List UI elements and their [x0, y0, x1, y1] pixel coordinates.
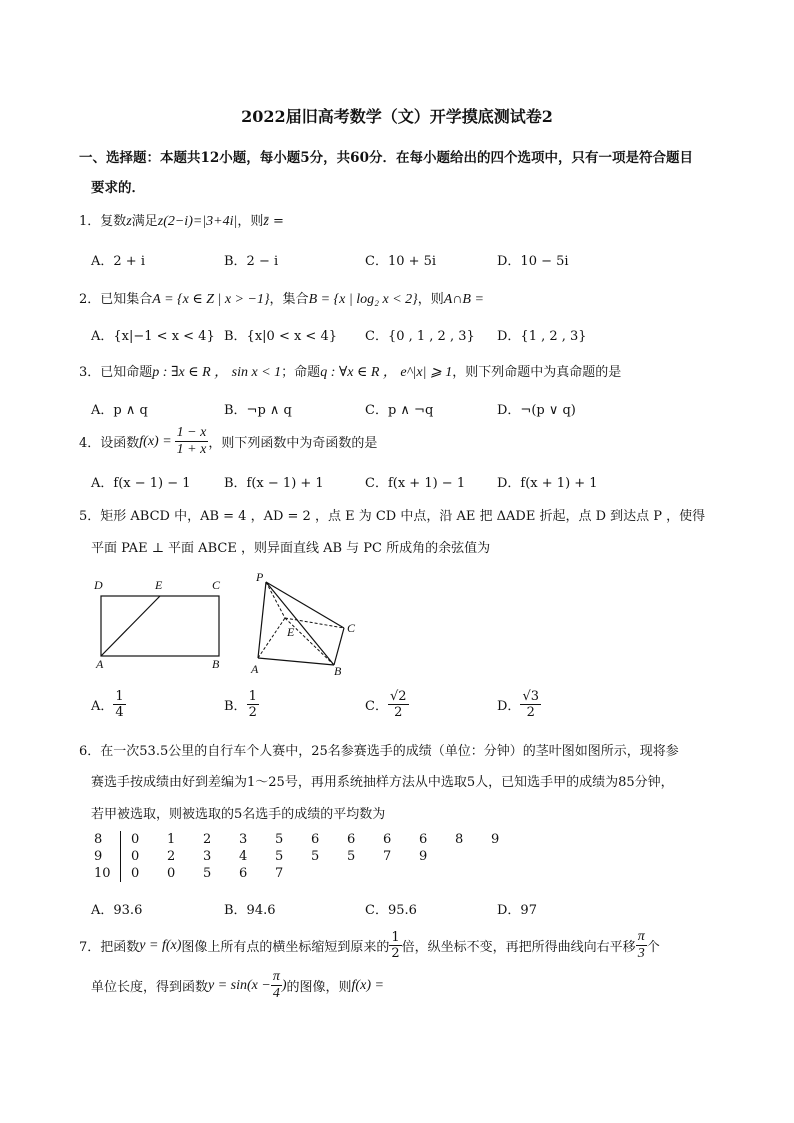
- leaf-value: 5: [311, 849, 320, 864]
- q7-line2: [91, 970, 384, 1001]
- q1-conjugate: z̄: [263, 214, 269, 229]
- fig2-label-a: A: [251, 662, 259, 676]
- q3-stem-c: ，则下列命题中为真命题的是: [452, 365, 622, 380]
- edge-pa: [258, 582, 266, 658]
- q6-option-d: D．97: [497, 903, 537, 918]
- q2-option-c: C．{0 , 1 , 2 , 3}: [365, 329, 475, 344]
- fig2-label-b: B: [334, 664, 342, 678]
- q3-stem-a: 3．已知命题: [79, 365, 153, 380]
- fig2-label-e: E: [287, 625, 295, 639]
- leaf-value: 7: [383, 849, 392, 864]
- q1-stem-a: 1．复数: [79, 214, 127, 229]
- leaf-value: 7: [275, 866, 284, 881]
- q7-phase-den: 4: [272, 986, 280, 1001]
- q1-stem-d: =: [268, 214, 284, 229]
- q5-option-c-fraction: [388, 690, 409, 719]
- leaf-value: 4: [239, 849, 248, 864]
- q6-line1: 6．在一次53.5公里的自行车个人赛中，25名参赛选手的成绩（单位：分钟）的茎叶图如图所示，现将参: [79, 744, 679, 759]
- q2-stem-a: 2．已知集合: [79, 292, 153, 307]
- segment-ae: [101, 596, 160, 656]
- q1-option-d: D．10 − 5i: [497, 254, 569, 269]
- fig1-label-b: B: [212, 657, 220, 671]
- stem-value: 10: [93, 865, 121, 882]
- q5-option-c-num: √2: [389, 689, 407, 704]
- q5-option-a-fraction: [113, 690, 125, 719]
- leaf-value: 5: [275, 832, 284, 847]
- q7-line2-text-a: 单位长度，得到函数: [91, 980, 209, 995]
- leaf-value: 0: [131, 866, 140, 881]
- q6-line3: 若甲被选取，则被选取的5名选手的成绩的平均数为: [91, 807, 386, 822]
- leaf-value: 8: [455, 832, 464, 847]
- q1-option-c: C．10 + 5i: [365, 254, 437, 269]
- q6-option-b: B．94.6: [224, 903, 276, 918]
- q5-option-a: [91, 690, 126, 719]
- fig2-label-c: C: [347, 621, 356, 635]
- q5-line2: 平面 PAE ⊥ 平面 ABCE ，则异面直线 AB 与 PC 所成角的余弦值为: [91, 541, 491, 556]
- q5-option-b-fraction: [247, 690, 259, 719]
- q3-prop-p: p : ∃x ∈ R ， sin x < 1: [152, 365, 282, 380]
- q5-line1: 5．矩形 ABCD 中，AB = 4 ，AD = 2 ，点 E 为 CD 中点，沿 AE 把 ΔADE 折起，点 D 到达点 P ，使得: [79, 509, 706, 524]
- leaf-value: 6: [347, 832, 356, 847]
- q7-shift-den: 3: [637, 946, 645, 961]
- leaf-value: 9: [491, 832, 500, 847]
- q7-shift-num: π: [637, 929, 645, 944]
- q2-set-b: B = {x | log₂ x < 2}: [308, 292, 418, 307]
- section-heading-line2: 要求的．: [91, 180, 145, 196]
- q1-option-a: A．2 + i: [91, 254, 145, 269]
- q3-stem-b: ；命题: [281, 365, 321, 380]
- q5-option-d-fraction: [520, 690, 541, 719]
- q5-option-d-den: 2: [526, 705, 535, 720]
- leaf-value: 0: [167, 866, 176, 881]
- question-1: [79, 210, 284, 230]
- q5-option-b-label: B．: [224, 699, 247, 714]
- q2-option-d: D．{1 , 2 , 3}: [497, 329, 587, 344]
- q5-option-b: [224, 690, 259, 719]
- leaf-value: 3: [239, 832, 248, 847]
- fig1-label-e: E: [155, 578, 163, 592]
- leaf-value: 2: [167, 849, 176, 864]
- q7-text-b: 图像上所有点的横坐标缩短到原来的: [181, 940, 390, 955]
- leaf-value: 5: [347, 849, 356, 864]
- edge-ab: [258, 658, 334, 665]
- q4-numerator: 1 − x: [176, 425, 207, 440]
- stem-value: 9: [93, 848, 121, 865]
- q3-prop-q: q : ∀x ∈ R ， e^|x| ⩾ 1: [320, 365, 453, 380]
- q1-option-b: B．2 − i: [224, 254, 279, 269]
- q7-text-c: 倍，纵坐标不变，再把所得曲线向右平移: [401, 940, 636, 955]
- q7-half-den: 2: [391, 946, 400, 961]
- q7-half-num: 1: [391, 930, 400, 945]
- stem-leaf-row: [93, 848, 527, 865]
- q5-figure-solid: [250, 570, 370, 680]
- q3-option-a: A．p ∧ q: [91, 403, 148, 418]
- q1-stem-c: ，则: [237, 214, 264, 229]
- q7-function: y = f(x): [139, 937, 182, 953]
- q5-option-d-label: D．: [497, 699, 521, 714]
- q1-stem-b: 满足: [131, 214, 158, 229]
- question-4: [79, 426, 377, 457]
- fig1-label-c: C: [212, 578, 221, 592]
- q7-answer-prompt: f(x) =: [351, 977, 384, 993]
- q4-stem-b: ，则下列函数中为奇函数的是: [208, 436, 378, 451]
- leaf-value: 6: [383, 832, 392, 847]
- q5-option-d: [497, 690, 541, 719]
- q7-sin-end: ): [281, 977, 287, 993]
- page-title: 2022届旧高考数学（文）开学摸底测试卷2: [241, 107, 553, 126]
- leaf-value: 3: [203, 849, 212, 864]
- leaf-value: 9: [419, 849, 428, 864]
- leaf-value: 1: [167, 832, 176, 847]
- question-3: [79, 361, 621, 381]
- q6-stem-leaf-plot: [93, 831, 527, 882]
- leaf-value: 2: [203, 832, 212, 847]
- q6-line2: 赛选手按成绩由好到差编为1～25号，再用系统抽样方法从中选取5人，已知选手甲的成绩为85分钟，: [91, 775, 674, 790]
- q7-text-d: 个: [646, 940, 660, 955]
- leaf-value: 6: [239, 866, 248, 881]
- q5-option-a-num: 1: [115, 689, 124, 704]
- q2-option-a: A．{x|−1 < x < 4}: [91, 329, 215, 344]
- q4-option-a: A．f(x − 1) − 1: [91, 476, 191, 491]
- q2-option-b: B．{x|0 < x < 4}: [224, 329, 337, 344]
- leaf-value: 0: [131, 832, 140, 847]
- q6-option-c: C．95.6: [365, 903, 417, 918]
- leaf-value: 0: [131, 849, 140, 864]
- q5-option-c-den: 2: [394, 705, 403, 720]
- leaf-value: 5: [203, 866, 212, 881]
- q5-option-a-label: A．: [91, 699, 114, 714]
- q6-option-a: A．93.6: [91, 903, 143, 918]
- q7-sin-start: y = sin(x −: [208, 977, 271, 993]
- fig1-label-a: A: [96, 657, 104, 671]
- q3-option-c: C．p ∧ ¬q: [365, 403, 434, 418]
- fig2-label-p: P: [256, 570, 264, 584]
- q5-option-c-label: C．: [365, 699, 388, 714]
- q2-stem-b: ，集合: [269, 292, 309, 307]
- q7-phase-fraction: [271, 970, 282, 1001]
- stem-value: 8: [93, 831, 121, 848]
- edge-pb: [266, 582, 334, 665]
- q7-half-fraction: [389, 931, 401, 960]
- edge-bc: [334, 628, 344, 665]
- rectangle-abcd: [101, 596, 219, 656]
- q7-shift-fraction: [636, 930, 647, 961]
- q7-line2-text-b: 的图像，则: [286, 980, 352, 995]
- leaf-value: 6: [419, 832, 428, 847]
- q2-set-a: A = {x ∈ Z | x > −1}: [152, 292, 270, 307]
- q5-option-a-den: 4: [115, 705, 124, 720]
- leaf-value: 6: [311, 832, 320, 847]
- q4-denominator: 1 + x: [176, 442, 207, 457]
- q1-var: z: [126, 214, 132, 229]
- q4-option-c: C．f(x + 1) − 1: [365, 476, 466, 491]
- q7-line1: [79, 930, 660, 961]
- q4-function: f(x) =: [139, 433, 172, 449]
- q7-text-a: 7．把函数: [79, 940, 140, 955]
- stem-leaf-table: [93, 831, 527, 882]
- question-2: [79, 288, 484, 308]
- q5-option-b-den: 2: [248, 705, 257, 720]
- q7-phase-num: π: [272, 969, 280, 984]
- stem-leaf-row: [93, 865, 527, 882]
- q4-stem-a: 4．设函数: [79, 436, 140, 451]
- q4-fraction: [175, 426, 209, 457]
- q4-option-b: B．f(x − 1) + 1: [224, 476, 324, 491]
- leaf-value: 5: [275, 849, 284, 864]
- section-heading-line1: 一、选择题：本题共12小题，每小题5分，共60分．在每小题给出的四个选项中，只有一项是符合题目: [79, 150, 693, 166]
- q5-figure-rectangle: [88, 572, 238, 672]
- q3-option-b: B．¬p ∧ q: [224, 403, 292, 418]
- fig1-label-d: D: [94, 578, 103, 592]
- q1-equation: z(2−i)=|3+4i|: [157, 214, 238, 229]
- q5-option-b-num: 1: [248, 689, 257, 704]
- q2-result: A∩B =: [443, 292, 484, 307]
- q5-option-c: [365, 690, 409, 719]
- q4-option-d: D．f(x + 1) + 1: [497, 476, 598, 491]
- q2-stem-c: ，则: [417, 292, 444, 307]
- q3-option-d: D．¬(p ∨ q): [497, 403, 576, 418]
- stem-leaf-row: [93, 831, 527, 848]
- q5-option-d-num: √3: [522, 689, 539, 704]
